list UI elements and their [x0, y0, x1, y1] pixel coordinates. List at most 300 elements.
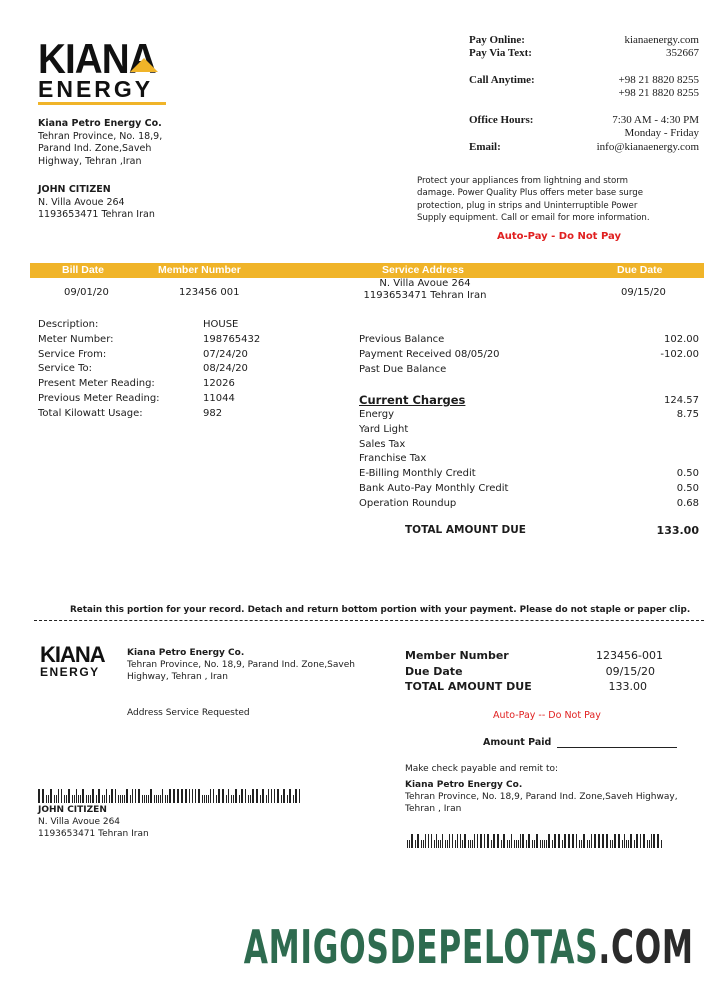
barcode-bar	[602, 834, 604, 848]
promo-line: Supply equipment. Call or email for more information.	[417, 213, 650, 224]
barcode-bar	[293, 795, 294, 803]
barcode-bar	[283, 789, 285, 803]
barcode-bar	[546, 840, 547, 848]
barcode-bar	[256, 789, 258, 803]
barcode-bar	[222, 789, 224, 803]
barcode-bar	[477, 834, 478, 848]
customer-address-line: N. Villa Avoue 264	[38, 196, 125, 208]
barcode-bar	[228, 789, 229, 803]
barcode-bar	[177, 789, 179, 803]
barcode-bar	[568, 834, 570, 848]
barcode-bar	[50, 789, 52, 803]
barcode-bar	[528, 834, 530, 848]
barcode-bar	[235, 789, 237, 803]
stub-customer-address	[38, 804, 149, 840]
barcode-bar	[507, 840, 508, 848]
barcode-bar	[438, 840, 439, 848]
barcode-bar	[534, 840, 535, 848]
barcode-bar	[516, 840, 517, 848]
barcode-bar	[411, 834, 413, 848]
barcode-bar	[468, 840, 469, 848]
stub-member-label: Member Number	[405, 649, 509, 662]
promo-text	[417, 175, 687, 225]
charge-row	[359, 467, 699, 482]
barcode-bar	[626, 840, 627, 848]
logo-line2: ENERGY	[38, 76, 154, 102]
barcode-bar	[150, 789, 152, 803]
hours-row	[469, 114, 699, 127]
barcode-bar	[452, 834, 453, 848]
barcode-bar	[417, 834, 419, 848]
barcode-bar	[591, 834, 592, 848]
detail-label: Description:	[38, 319, 99, 330]
stub-logo	[40, 644, 112, 678]
call-row	[469, 74, 699, 87]
barcode-bar	[146, 795, 147, 803]
barcode-bar	[158, 795, 159, 803]
barcode-bar	[464, 834, 466, 848]
barcode-bar	[233, 795, 234, 803]
email-row	[469, 141, 699, 154]
charge-label: Yard Light	[359, 423, 409, 435]
barcode-bar	[90, 795, 91, 803]
barcode-bar	[241, 789, 243, 803]
barcode-bar	[195, 789, 196, 803]
barcode-bar	[449, 834, 450, 848]
barcode-bar	[206, 795, 207, 803]
remit-address-line: Tehran , Iran	[405, 804, 462, 814]
stub-logo-line2: ENERGY	[40, 665, 100, 679]
barcode-bar	[572, 834, 574, 848]
barcode-bar	[299, 789, 300, 803]
charge-value: 0.68	[676, 497, 699, 509]
stub-company-address	[127, 647, 387, 683]
barcode-bar	[226, 795, 227, 803]
barcode-bar	[210, 789, 211, 803]
call-value-2: +98 21 8820 8255	[618, 87, 699, 99]
logo-underline	[38, 102, 166, 105]
service-address-line: 1193653471 Tehran Iran	[363, 290, 487, 301]
stub-total-label: TOTAL AMOUNT DUE	[405, 680, 532, 693]
charge-label: Bank Auto-Pay Monthly Credit	[359, 482, 509, 494]
barcode-bar	[76, 789, 77, 803]
barcode-bar	[643, 834, 645, 848]
company-address-line: Highway, Tehran ,Iran	[38, 155, 142, 167]
barcode-bar	[612, 840, 613, 848]
charge-label: Franchise Tax	[359, 453, 427, 465]
barcode-bar	[126, 789, 128, 803]
barcode-bar	[460, 834, 461, 848]
barcode-bar	[68, 789, 70, 803]
barcode-bar	[162, 789, 163, 803]
barcode-bar	[554, 834, 556, 848]
barcode-bar	[491, 840, 492, 848]
charge-row	[359, 438, 699, 453]
barcode-bar	[640, 834, 641, 848]
detail-value: 08/24/20	[203, 363, 248, 375]
stub-due-label: Due Date	[405, 664, 463, 678]
barcode-bar	[208, 795, 209, 803]
detail-row	[38, 318, 260, 333]
barcode-bar	[423, 840, 424, 848]
barcode-bar	[484, 834, 485, 848]
barcode-bar	[614, 834, 616, 848]
barcode-bar	[518, 840, 519, 848]
barcode-bar	[497, 834, 499, 848]
barcode-bar	[144, 795, 145, 803]
total-amount-due-value: 133.00	[656, 524, 699, 537]
hours-row-2	[469, 127, 699, 140]
barcode-bar	[287, 795, 288, 803]
detail-value: 198765432	[203, 333, 261, 345]
remit-name: Kiana Petro Energy Co.	[405, 780, 523, 790]
barcode-bar	[447, 840, 448, 848]
stub-customer-address-line: 1193653471 Tehran Iran	[38, 829, 149, 839]
detail-label: Service From:	[38, 348, 107, 360]
charge-label: Energy	[359, 409, 395, 420]
retain-note: Retain this portion for your record. Detach and return bottom portion with your payment. Please do not staple or paper clip.	[70, 605, 691, 615]
barcode-bar	[92, 789, 94, 803]
detail-value: 11044	[203, 392, 235, 404]
barcode-bar	[552, 840, 553, 848]
charge-row	[359, 497, 699, 512]
barcode-bar	[192, 789, 193, 803]
detail-row	[38, 392, 260, 407]
bill-date-value: 09/01/20	[64, 287, 109, 298]
charge-row	[359, 482, 699, 497]
balance-row	[359, 333, 699, 348]
watermark-suffix: .COM	[598, 920, 694, 974]
detail-row	[38, 362, 260, 377]
barcode-bar	[213, 789, 214, 803]
barcode-bar	[661, 840, 662, 848]
barcode-bar	[493, 834, 495, 848]
barcode-bar	[581, 840, 582, 848]
company-name: Kiana Petro Energy Co.	[38, 118, 162, 129]
barcode-bar	[606, 834, 608, 848]
barcode-bar	[657, 834, 659, 848]
barcode-bar	[511, 834, 512, 848]
stub-customer-address-line: N. Villa Avoue 264	[38, 817, 121, 827]
address-service-requested: Address Service Requested	[127, 708, 250, 718]
barcode-bar	[74, 795, 75, 803]
stub-total-row	[405, 679, 663, 695]
barcode-bar	[118, 795, 119, 803]
barcode-bar	[421, 840, 422, 848]
barcode-bar	[260, 795, 261, 803]
charges-title-value: 124.57	[664, 395, 699, 406]
balance-section	[359, 333, 699, 377]
due-date-value: 09/15/20	[621, 287, 666, 298]
logo-line1: KIANA	[38, 35, 156, 82]
barcode-bar	[589, 840, 590, 848]
pay-text-row	[469, 47, 699, 60]
barcode-bar	[274, 789, 275, 803]
barcode-bar	[218, 789, 220, 803]
charge-label: Sales Tax	[359, 438, 406, 450]
detail-value: 07/24/20	[203, 348, 248, 360]
promo-line: protection, plug in strips and Uninterruptible Power	[417, 200, 638, 211]
detail-label: Meter Number:	[38, 333, 114, 345]
customer-name: JOHN CITIZEN	[38, 184, 111, 195]
charges-title: Current Charges	[359, 393, 466, 407]
barcode-bar	[532, 840, 533, 848]
customer-address-line: 1193653471 Tehran Iran	[38, 209, 155, 220]
contact-block	[469, 34, 699, 154]
barcode-bar	[457, 834, 458, 848]
barcode-bar	[522, 834, 524, 848]
barcode-bar	[250, 795, 251, 803]
customer-barcode	[38, 787, 301, 803]
barcode-bar	[576, 834, 577, 848]
barcode-bar	[579, 840, 580, 848]
stub-customer-name: JOHN CITIZEN	[38, 805, 107, 815]
balance-label: Previous Balance	[359, 334, 445, 345]
promo-line: Protect your appliances from lightning and storm	[417, 176, 629, 186]
watermark-main: AMIGOSDEPELOTAS	[244, 920, 599, 974]
barcode-bar	[509, 840, 510, 848]
barcode-bar	[252, 789, 254, 803]
barcode-bar	[434, 840, 435, 848]
barcode-bar	[480, 834, 482, 848]
charge-row	[359, 452, 699, 467]
barcode-bar	[216, 795, 217, 803]
barcode-bar	[86, 795, 87, 803]
barcode-bar	[198, 789, 200, 803]
barcode-bar	[472, 840, 473, 848]
barcode-bar	[271, 789, 272, 803]
email-label: Email:	[469, 141, 501, 153]
barcode-bar	[558, 834, 560, 848]
barcode-bar	[202, 795, 203, 803]
barcode-bar	[61, 789, 62, 803]
detail-label: Total Kilowatt Usage:	[38, 407, 143, 419]
company-logo	[38, 35, 173, 102]
hours-value-2: Monday - Friday	[624, 127, 699, 139]
barcode-bar	[653, 834, 655, 848]
barcode-bar	[407, 840, 408, 848]
charge-value: 0.50	[676, 482, 699, 494]
detail-row	[38, 407, 260, 422]
barcode-bar	[501, 840, 502, 848]
barcode-bar	[470, 840, 471, 848]
service-address-value	[350, 278, 500, 302]
barcode-bar	[598, 834, 600, 848]
barcode-bar	[618, 834, 620, 848]
barcode-bar	[142, 795, 143, 803]
barcode-bar	[436, 834, 437, 848]
barcode-bar	[540, 840, 541, 848]
barcode-bar	[46, 795, 47, 803]
barcode-bar	[462, 840, 463, 848]
barcode-bar	[548, 834, 550, 848]
remit-label: Make check payable and remit to:	[405, 764, 559, 774]
barcode-bar	[66, 795, 67, 803]
barcode-bar	[630, 834, 632, 848]
barcode-bar	[111, 789, 113, 803]
due-date-header: Due Date	[617, 264, 663, 276]
barcode-bar	[431, 834, 432, 848]
barcode-bar	[520, 834, 521, 848]
barcode-bar	[610, 840, 611, 848]
pay-online-label: Pay Online:	[469, 34, 525, 46]
stub-member-row	[405, 648, 663, 664]
barcode-bar	[165, 795, 166, 803]
balance-value: -102.00	[660, 348, 699, 360]
detach-line	[34, 620, 704, 621]
barcode-bar	[88, 795, 89, 803]
barcode-bar	[536, 834, 538, 848]
remit-barcode	[407, 832, 663, 848]
barcode-bar	[277, 789, 279, 803]
barcode-bar	[544, 840, 545, 848]
barcode-bar	[135, 789, 136, 803]
call-value: +98 21 8820 8255	[618, 74, 699, 86]
barcode-bar	[109, 795, 110, 803]
barcode-bar	[514, 840, 515, 848]
barcode-bar	[647, 840, 648, 848]
barcode-bar	[583, 834, 585, 848]
stub-company-address-line: Tehran Province, No. 18,9, Parand Ind. Zone,Saveh	[127, 660, 355, 670]
barcode-bar	[156, 795, 157, 803]
barcode-bar	[428, 834, 429, 848]
barcode-bar	[56, 795, 57, 803]
current-charges	[359, 393, 699, 512]
stub-company-name: Kiana Petro Energy Co.	[127, 648, 245, 658]
balance-row	[359, 363, 699, 378]
barcode-bar	[64, 795, 65, 803]
charge-value: 0.50	[676, 468, 699, 480]
barcode-bar	[58, 789, 59, 803]
stub-member-value: 123456-001	[596, 649, 663, 662]
barcode-bar	[587, 840, 588, 848]
pay-text-label: Pay Via Text:	[469, 47, 532, 59]
barcode-bar	[154, 795, 155, 803]
total-amount-due-row	[405, 524, 699, 537]
barcode-bar	[106, 789, 107, 803]
barcode-bar	[628, 840, 629, 848]
balance-label: Past Due Balance	[359, 363, 447, 375]
customer-address	[38, 184, 238, 222]
barcode-bar	[651, 834, 652, 848]
barcode-bar	[138, 789, 140, 803]
barcode-bar	[173, 789, 175, 803]
charge-row	[359, 408, 699, 423]
barcode-bar	[78, 795, 79, 803]
barcode-bar	[104, 795, 105, 803]
stub-due-row	[405, 664, 663, 680]
barcode-bar	[649, 840, 650, 848]
remit-block	[405, 763, 705, 815]
stub-autopay-notice: Auto-Pay -- Do Not Pay	[493, 710, 601, 721]
barcode-bar	[48, 795, 49, 803]
detail-row	[38, 377, 260, 392]
barcode-bar	[132, 789, 133, 803]
stub-due-value: 09/15/20	[605, 664, 655, 678]
detail-value: 982	[203, 407, 223, 419]
barcode-bar	[248, 795, 249, 803]
barcode-bar	[281, 795, 282, 803]
detail-value: HOUSE	[203, 319, 239, 330]
company-address	[38, 118, 238, 168]
barcode-bar	[268, 789, 269, 803]
stub-total-value: 133.00	[608, 680, 647, 693]
email-link[interactable]: info@kianaenergy.com	[596, 141, 699, 153]
barcode-bar	[80, 795, 81, 803]
barcode-bar	[124, 795, 125, 803]
remit-address-line: Tehran Province, No. 18,9, Parand Ind. Zone,Saveh Highway,	[405, 792, 678, 802]
barcode-bar	[503, 834, 505, 848]
charges-title-row	[359, 393, 699, 408]
barcode-bar	[636, 834, 638, 848]
barcode-bar	[487, 834, 489, 848]
barcode-bar	[266, 795, 267, 803]
barcode-bar	[102, 795, 103, 803]
logo-swoosh-icon	[130, 58, 158, 72]
summary-header-bar	[30, 263, 704, 278]
barcode-bar	[120, 795, 121, 803]
barcode-bar	[42, 789, 44, 803]
detail-label: Previous Meter Reading:	[38, 392, 160, 404]
watermark	[244, 920, 694, 974]
barcode-bar	[440, 840, 441, 848]
barcode-bar	[455, 840, 456, 848]
stub-company-address-line: Highway, Tehran , Iran	[127, 672, 228, 682]
hours-label: Office Hours:	[469, 114, 534, 126]
barcode-bar	[189, 789, 190, 803]
barcode-bar	[181, 789, 183, 803]
barcode-bar	[409, 840, 410, 848]
barcode-bar	[526, 840, 527, 848]
total-amount-due-label: TOTAL AMOUNT DUE	[405, 524, 526, 536]
barcode-bar	[542, 840, 543, 848]
barcode-bar	[96, 795, 97, 803]
detail-label: Service To:	[38, 363, 93, 375]
balance-label: Payment Received 08/05/20	[359, 348, 500, 360]
charge-label: E-Billing Monthly Credit	[359, 468, 476, 480]
detail-row	[38, 333, 260, 348]
barcode-bar	[262, 789, 264, 803]
company-address-line: Tehran Province, No. 18,9,	[38, 130, 163, 142]
barcode-bar	[148, 795, 149, 803]
balance-value: 102.00	[664, 334, 699, 345]
barcode-bar	[82, 789, 84, 803]
barcode-bar	[442, 834, 443, 848]
barcode-bar	[115, 789, 116, 803]
call-label: Call Anytime:	[469, 74, 535, 86]
amount-paid-field[interactable]	[557, 737, 677, 748]
barcode-bar	[72, 795, 73, 803]
pay-online-link[interactable]: kianaenergy.com	[624, 34, 699, 46]
account-details	[38, 318, 260, 422]
barcode-bar	[160, 795, 161, 803]
barcode-bar	[231, 795, 232, 803]
barcode-bar	[415, 840, 416, 848]
barcode-bar	[622, 840, 623, 848]
barcode-bar	[562, 840, 563, 848]
charge-label: Operation Roundup	[359, 497, 457, 509]
barcode-bar	[295, 789, 297, 803]
charge-row	[359, 423, 699, 438]
barcode-bar	[425, 834, 426, 848]
member-number-value: 123456 001	[179, 287, 240, 298]
detail-label: Present Meter Reading:	[38, 378, 155, 390]
barcode-bar	[204, 795, 205, 803]
barcode-bar	[98, 789, 100, 803]
barcode-bar	[169, 789, 171, 803]
service-address-line: N. Villa Avoue 264	[379, 278, 471, 289]
detail-value: 12026	[203, 378, 235, 390]
